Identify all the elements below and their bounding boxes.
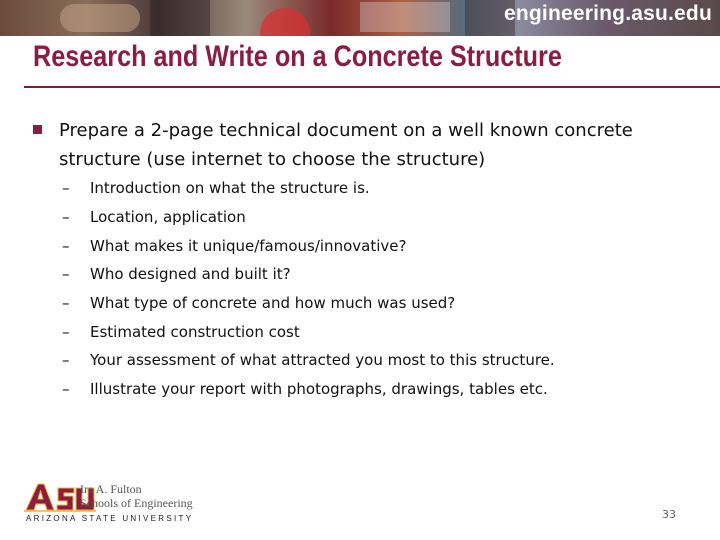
dash-icon: – [62, 380, 70, 399]
list-item [62, 203, 682, 232]
list-item [62, 346, 682, 375]
title-divider [24, 86, 720, 88]
school-name-line1: Ira A. Fulton [80, 482, 142, 496]
bullet-square-icon [33, 125, 42, 134]
page-number: 33 [662, 508, 676, 521]
dash-icon: – [62, 265, 70, 284]
dash-icon: – [62, 294, 70, 313]
list-item-text: Location, application [90, 208, 246, 227]
school-name-line2: Schools of Engineering [80, 496, 193, 510]
list-item [62, 375, 682, 404]
list-item-text: Estimated construction cost [90, 322, 300, 341]
dash-icon: – [62, 351, 70, 370]
list-item-text: Your assessment of what attracted you most to this structure. [90, 351, 555, 370]
site-url: engineering.asu.edu [503, 2, 712, 25]
header-banner [0, 0, 720, 36]
list-item [62, 260, 682, 289]
main-bullet-text: Prepare a 2-page technical document on a well known concrete structure (use internet to choose the structure) [59, 120, 633, 170]
dash-icon: – [62, 179, 70, 198]
list-item [62, 289, 682, 318]
list-item [62, 317, 682, 346]
list-item-text: Introduction on what the structure is. [90, 179, 370, 198]
dash-icon: – [62, 208, 70, 227]
list-item-text: What type of concrete and how much was used? [90, 294, 456, 313]
list-item [62, 231, 682, 260]
list-item [62, 174, 682, 203]
dash-icon: – [62, 322, 70, 341]
dash-icon: – [62, 236, 70, 255]
list-item-text: Who designed and built it? [90, 265, 291, 284]
university-name: ARIZONA STATE UNIVERSITY [26, 514, 194, 523]
list-item-text: What makes it unique/famous/innovative? [90, 236, 407, 255]
slide-title: Research and Write on a Concrete Structure [33, 40, 562, 73]
list-item-text: Illustrate your report with photographs, drawings, tables etc. [90, 380, 548, 399]
sub-bullet-list [62, 174, 682, 404]
